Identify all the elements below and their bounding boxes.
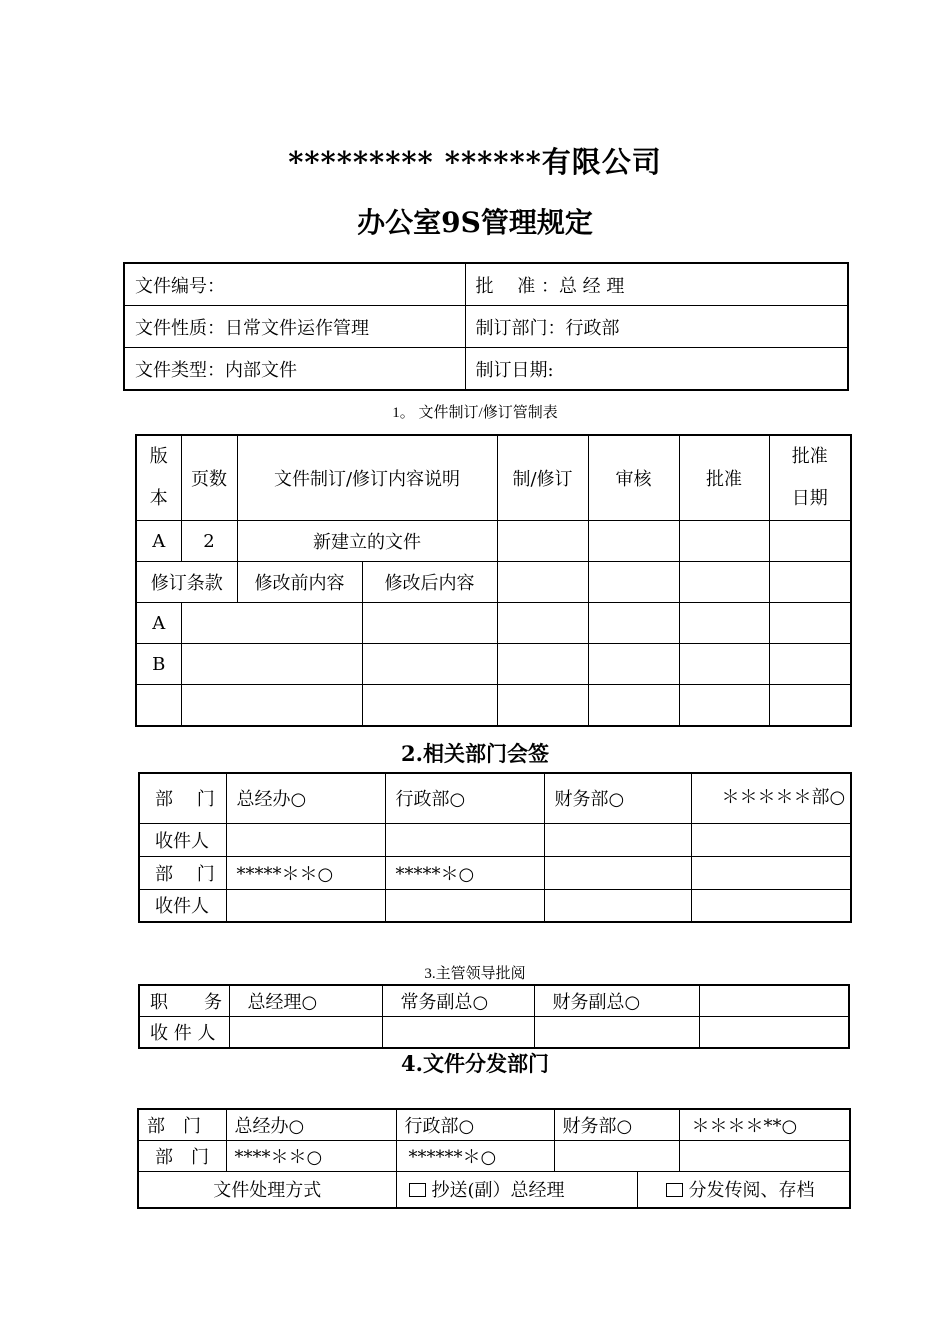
dist-dept-label-2: 部 门 [138, 1141, 226, 1172]
lead-position-3: 财务副总○ [534, 985, 699, 1017]
lead-position-label: 职 务 [139, 985, 229, 1017]
sign-dept-label-2: 部 门 [139, 856, 226, 889]
section4-heading: 4.文件分发部门 [401, 1051, 549, 1076]
document-info-table [123, 262, 849, 391]
lead-position-2: 常务副总○ [382, 985, 534, 1017]
header-approve-date-line2: 日期 [791, 488, 828, 509]
header-version [136, 435, 181, 521]
document-title: 办公室9S管理规定 [357, 206, 593, 239]
header-author: 制/修订 [497, 435, 588, 521]
header-approve: 批准 [679, 435, 769, 521]
header-pages: 页数 [181, 435, 237, 521]
sign-dept-7 [544, 856, 691, 889]
dist-dept-8 [679, 1141, 850, 1172]
handling-option-2[interactable] [637, 1172, 850, 1208]
company-title: ********* ******有限公司 [288, 145, 662, 179]
sign-dept-5: *****＊＊○ [226, 856, 385, 889]
file-type-cell: 文件类型：内部文件 [124, 348, 465, 391]
row1-author [497, 521, 588, 562]
revision-control-table [135, 434, 852, 727]
after-header: 修改后内容 [362, 562, 497, 603]
clause-header: 修订条款 [136, 562, 237, 603]
header-approve-date-line1: 批准 [791, 446, 828, 467]
dist-dept-4: ＊＊＊＊**○ [679, 1109, 850, 1141]
handling-option-1[interactable] [396, 1172, 637, 1208]
header-version-line1: 版 [149, 446, 168, 467]
lead-position-4 [699, 985, 849, 1017]
sign-dept-label: 部 门 [139, 773, 226, 823]
sign-dept-8 [691, 856, 851, 889]
leader-review-table [138, 984, 850, 1049]
sign-recipient-label-2: 收件人 [139, 889, 226, 922]
dist-dept-2: 行政部○ [396, 1109, 554, 1141]
dist-dept-7 [554, 1141, 679, 1172]
sign-dept-1: 总经办○ [226, 773, 385, 823]
sign-recipient-label: 收件人 [139, 823, 226, 856]
clause-row-a: A [136, 603, 181, 644]
countersign-table [138, 772, 852, 923]
date-cell: 制订日期: [465, 348, 848, 391]
row1-version: A [136, 521, 181, 562]
file-number-cell: 文件编号： [124, 263, 465, 306]
section3-caption: 3.主管领导批阅 [424, 966, 526, 982]
row1-pages: 2 [181, 521, 237, 562]
handling-label: 文件处理方式 [138, 1172, 396, 1208]
checkbox-icon[interactable] [409, 1183, 426, 1197]
handling-option-2-label: 分发传阅、存档 [688, 1180, 815, 1202]
header-content: 文件制订/修订内容说明 [237, 435, 497, 521]
row1-content: 新建立的文件 [237, 521, 497, 562]
checkbox-icon[interactable] [666, 1183, 683, 1197]
distribution-table [137, 1108, 851, 1209]
department-cell: 制订部门：行政部 [465, 306, 848, 348]
row1-review [588, 521, 679, 562]
dist-dept-5: ****＊＊○ [226, 1141, 396, 1172]
sign-dept-4: ＊＊＊＊＊部○ [691, 773, 851, 823]
row1-approve-date [769, 521, 851, 562]
dist-dept-6: ******＊○ [396, 1141, 554, 1172]
header-review: 审核 [588, 435, 679, 521]
dist-dept-1: 总经办○ [226, 1109, 396, 1141]
before-header: 修改前内容 [237, 562, 362, 603]
clause-row-empty [136, 685, 181, 727]
row1-approve [679, 521, 769, 562]
dist-dept-label: 部 门 [138, 1109, 226, 1141]
file-nature-cell: 文件性质：日常文件运作管理 [124, 306, 465, 348]
approver-cell: 批 准 ：总 经 理 [465, 263, 848, 306]
dist-dept-3: 财务部○ [554, 1109, 679, 1141]
section2-heading: 2.相关部门会签 [401, 741, 549, 766]
lead-position-1: 总经理○ [229, 985, 382, 1017]
lead-recipient-label: 收 件 人 [139, 1017, 229, 1049]
handling-option-1-label: 抄送(副）总经理 [431, 1180, 565, 1202]
section1-caption: 1。 文件制订/修订管制表 [392, 405, 558, 421]
sign-dept-2: 行政部○ [385, 773, 544, 823]
sign-dept-6: *****＊○ [385, 856, 544, 889]
header-approve-date [769, 435, 851, 521]
clause-row-b: B [136, 644, 181, 685]
sign-dept-3: 财务部○ [544, 773, 691, 823]
header-version-line2: 本 [149, 488, 168, 509]
